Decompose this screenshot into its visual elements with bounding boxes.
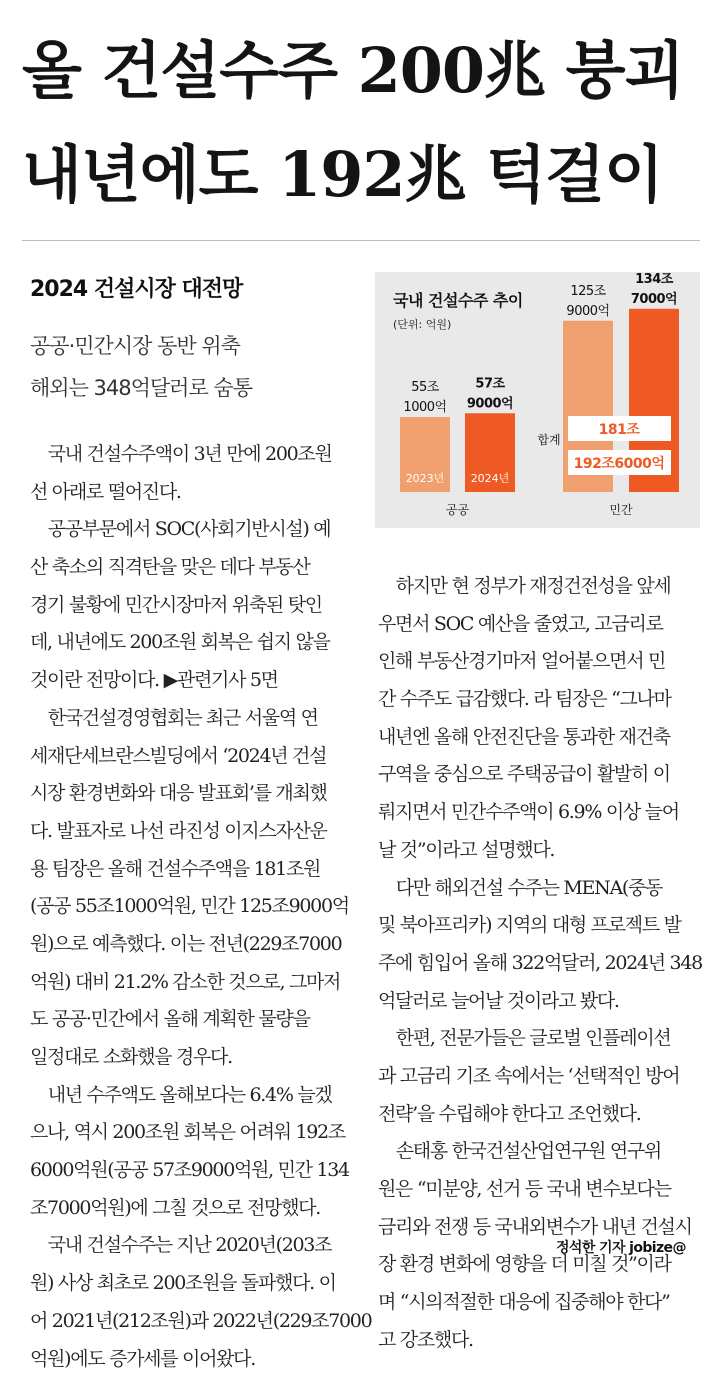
article-line: 공공부문에서 SOC(사회기반시설) 예 (30, 511, 350, 549)
article-line: 6000억원(공공 57조9000억원, 민간 134 (30, 1152, 350, 1190)
article-line: 세재단세브란스빌딩에서 ‘2024년 건설 (30, 738, 350, 776)
article-line: 도 공공·민간에서 올해 계획한 물량을 (30, 1001, 350, 1039)
article-line: 다만 해외건설 수주는 MENA(중동 (378, 870, 700, 908)
article-line: 며 “시의적절한 대응에 집중해야 한다” (378, 1284, 700, 1322)
article-line: 원)으로 예측했다. 이는 전년(229조7000 (30, 926, 350, 964)
chart-canvas (375, 272, 700, 528)
article-line: 데, 내년에도 200조원 회복은 쉽지 않을 (30, 624, 350, 662)
article-line: 조7000억원)에 그칠 것으로 전망했다. (30, 1190, 350, 1228)
article-line: 인해 부동산경기마저 얼어붙으면서 민 (378, 643, 700, 681)
article-line: 금리와 전쟁 등 국내외변수가 내년 건설시 (378, 1209, 700, 1247)
article-line: 구역을 중심으로 주택공급이 활발히 이 (378, 756, 700, 794)
article-line: 하지만 현 정부가 재정건전성을 앞세 (378, 568, 700, 606)
article-line: 날 것”이라고 설명했다. (378, 832, 700, 870)
article-line: 억원)에도 증가세를 이어왔다. (30, 1341, 350, 1378)
construction-orders-chart (375, 272, 700, 528)
article-line: 손태홍 한국건설산업연구원 연구위 (378, 1133, 700, 1171)
article-line: 경기 불황에 민간시장마저 위축된 탓인 (30, 587, 350, 625)
divider (22, 240, 700, 241)
article-line: 전략’을 수립해야 한다고 조언했다. (378, 1096, 700, 1134)
article-line: 억원) 대비 21.2% 감소한 것으로, 그마저 (30, 964, 350, 1002)
article-line: (공공 55조1000억원, 민간 125조9000억 (30, 888, 350, 926)
data-label: 7000억 (631, 291, 677, 307)
article-line: 것이란 전망이다. ▶관련기사 5면 (30, 662, 350, 700)
category-label: 공공 (446, 503, 470, 517)
article-line: 용 팀장은 올해 건설수주액을 181조원 (30, 851, 350, 889)
article-line: 원은 “미분양, 선거 등 국내 변수보다는 (378, 1171, 700, 1209)
article-line: 어 2021년(212조원)과 2022년(229조7000 (30, 1303, 350, 1341)
total-value: 181조 (599, 422, 641, 438)
article-line: 한편, 전문가들은 글로벌 인플레이션 (378, 1020, 700, 1058)
byline: 정석한 기자 jobize@ (556, 1237, 686, 1257)
data-label: 9000억 (566, 303, 609, 319)
article-line: 고 강조했다. (378, 1322, 700, 1360)
article-line: 억달러로 늘어날 것이라고 봤다. (378, 983, 700, 1021)
chart-unit: (단위: 억원) (393, 317, 451, 331)
chart-title: 국내 건설수주 추이 (393, 291, 523, 310)
article-line: 내년엔 올해 안전진단을 통과한 재건축 (378, 719, 700, 757)
article-line: 우면서 SOC 예산을 줄였고, 고금리로 (378, 606, 700, 644)
bar-year-label: 2023년 (406, 471, 445, 485)
article-line: 내년 수주액도 올해보다는 6.4% 늘겠 (30, 1077, 350, 1115)
article-column-left (30, 436, 350, 1378)
total-value: 192조6000억 (574, 455, 665, 472)
data-label: 1000억 (403, 399, 446, 415)
data-label: 134조 (635, 272, 674, 287)
article-line: 시장 환경변화와 대응 발표회’를 개최했 (30, 775, 350, 813)
subhead-2: 해외는 348억달러로 숨통 (30, 372, 252, 402)
subhead-1: 공공·민간시장 동반 위축 (30, 330, 240, 360)
data-label: 57조 (475, 376, 505, 391)
article-line: 국내 건설수주액이 3년 만에 200조원 (30, 436, 350, 474)
article-line: 및 북아프리카) 지역의 대형 프로젝트 발 (378, 907, 700, 945)
article-line: 일정대로 소화했을 경우다. (30, 1039, 350, 1077)
article-line: 과 고금리 기조 속에서는 ‘선택적인 방어 (378, 1058, 700, 1096)
headline-line-1: 올 건설수주 200兆 붕괴 (22, 40, 683, 102)
bar-year-label: 2024년 (471, 471, 510, 485)
article-line: 선 아래로 떨어진다. (30, 474, 350, 512)
article-line: 다. 발표자로 나선 라진성 이지스자산운 (30, 813, 350, 851)
data-label: 125조 (570, 284, 606, 299)
article-line: 으나, 역시 200조원 회복은 어려워 192조 (30, 1114, 350, 1152)
article-line: 장 환경 변화에 영향을 더 미칠 것”이라 (378, 1246, 700, 1284)
article-line: 산 축소의 직격탄을 맞은 데다 부동산 (30, 549, 350, 587)
article-line: 주에 힘입어 올해 322억달러, 2024년 348 (378, 945, 700, 983)
headline-line-2: 내년에도 192兆 턱걸이 (22, 144, 663, 206)
article-line: 국내 건설수주는 지난 2020년(203조 (30, 1227, 350, 1265)
article-line: 간 수주도 급감했다. 라 팀장은 “그나마 (378, 681, 700, 719)
category-label: 민간 (609, 502, 633, 517)
article-line: 한국건설경영협회는 최근 서울역 연 (30, 700, 350, 738)
article-line: 뤄지면서 민간수주액이 6.9% 이상 늘어 (378, 794, 700, 832)
article-line: 원) 사상 최초로 200조원을 돌파했다. 이 (30, 1265, 350, 1303)
data-label: 9000억 (467, 395, 513, 411)
totals-label: 합계 (537, 432, 560, 447)
section-label: 2024 건설시장 대전망 (30, 272, 242, 303)
data-label: 55조 (411, 380, 440, 395)
